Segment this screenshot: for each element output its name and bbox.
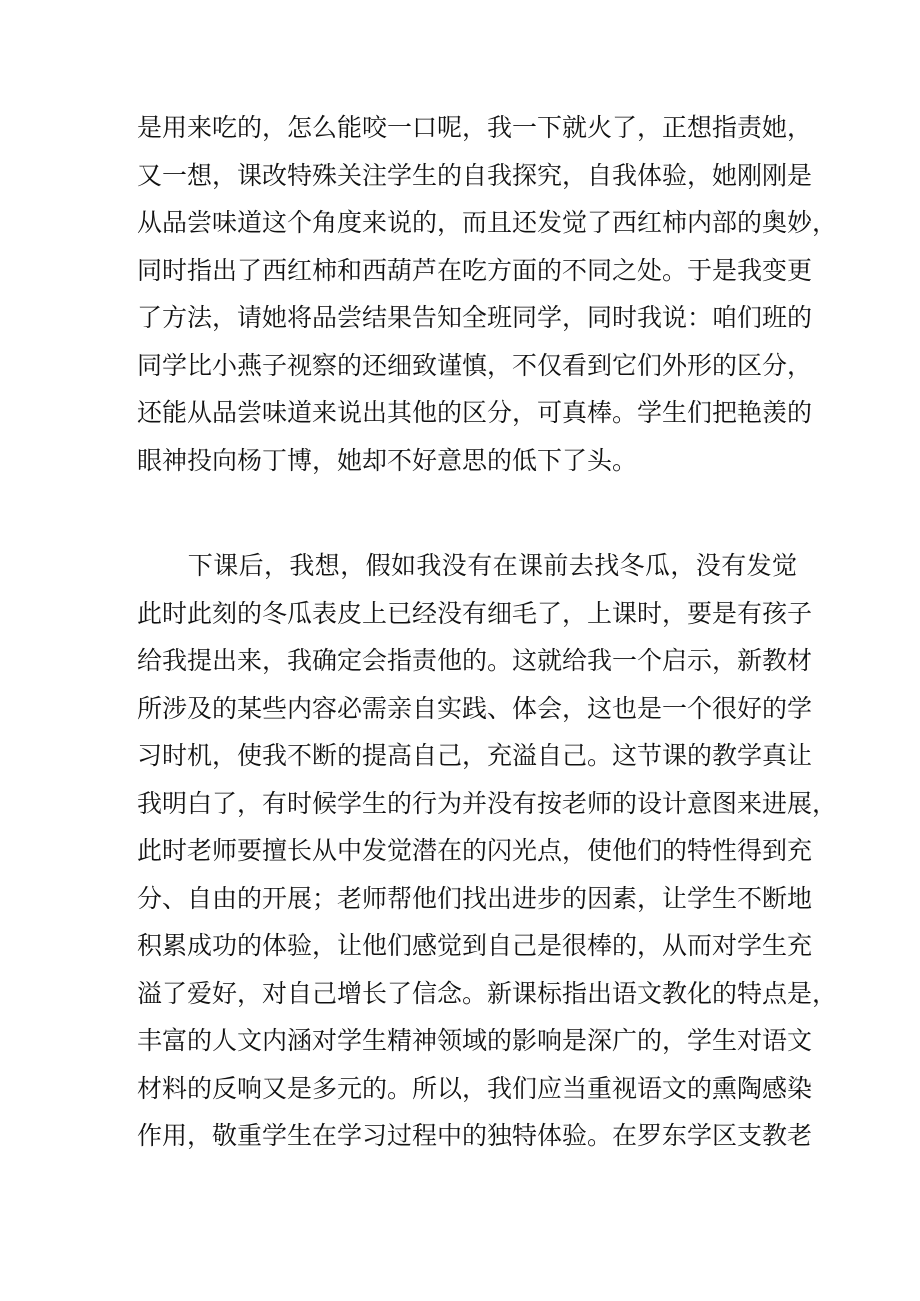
- text-line: 又一想，课改特殊关注学生的自我探究，自我体验，她刚刚是: [137, 160, 813, 190]
- text-line: 习时机，使我不断的提高自己，充溢自己。这节课的教学真让: [137, 741, 813, 770]
- text-line: 了方法，请她将品尝结果告知全班同学，同时我说：咱们班的: [137, 303, 813, 332]
- text-line: 从品尝味道这个角度来说的，而且还发觉了西红柿内部的奥妙，: [137, 208, 838, 237]
- paragraph-2: [137, 542, 838, 1160]
- text-line: 同时指出了西红柿和西葫芦在吃方面的不同之处。于是我变更: [137, 255, 813, 285]
- text-line: 眼神投向杨丁博，她却不好意思的低下了头。: [137, 445, 638, 475]
- text-line: 下课后，我想，假如我没有在课前去找冬瓜，没有发觉: [137, 551, 797, 580]
- text-line: 此时此刻的冬瓜表皮上已经没有细毛了，上课时，要是有孩子: [137, 598, 813, 628]
- text-line: 还能从品尝味道来说出其他的区分，可真棒。学生们把艳羡的: [137, 398, 813, 427]
- text-line: 此时老师要擅长从中发觉潜在的闪光点，使他们的特性得到充: [137, 836, 813, 865]
- text-line: 材料的反响又是多元的。所以，我们应当重视语文的熏陶感染: [137, 1073, 813, 1103]
- text-line: 作用，敬重学生在学习过程中的独特体验。在罗东学区支教老: [137, 1121, 813, 1150]
- text-line: 丰富的人文内涵对学生精神领域的影响是深广的，学生对语文: [137, 1026, 813, 1055]
- text-line: 溢了爱好，对自己增长了信念。新课标指出语文教化的特点是，: [137, 978, 838, 1008]
- text-line: 我明白了，有时候学生的行为并没有按老师的设计意图来进展，: [137, 788, 838, 818]
- text-line: 给我提出来，我确定会指责他的。这就给我一个启示，新教材: [137, 646, 813, 675]
- text-line: 所涉及的某些内容必需亲自实践、体会，这也是一个很好的学: [137, 693, 813, 723]
- paragraph-1: [137, 104, 838, 484]
- text-line: 是用来吃的，怎么能咬一口呢，我一下就火了，正想指责她，: [137, 113, 813, 142]
- text-line: 分、自由的开展；老师帮他们找出进步的因素，让学生不断地: [137, 883, 813, 913]
- text-line: 同学比小燕子视察的还细致谨慎，不仅看到它们外形的区分，: [137, 350, 813, 380]
- text-line: 积累成功的体验，让他们感觉到自己是很棒的，从而对学生充: [137, 931, 813, 960]
